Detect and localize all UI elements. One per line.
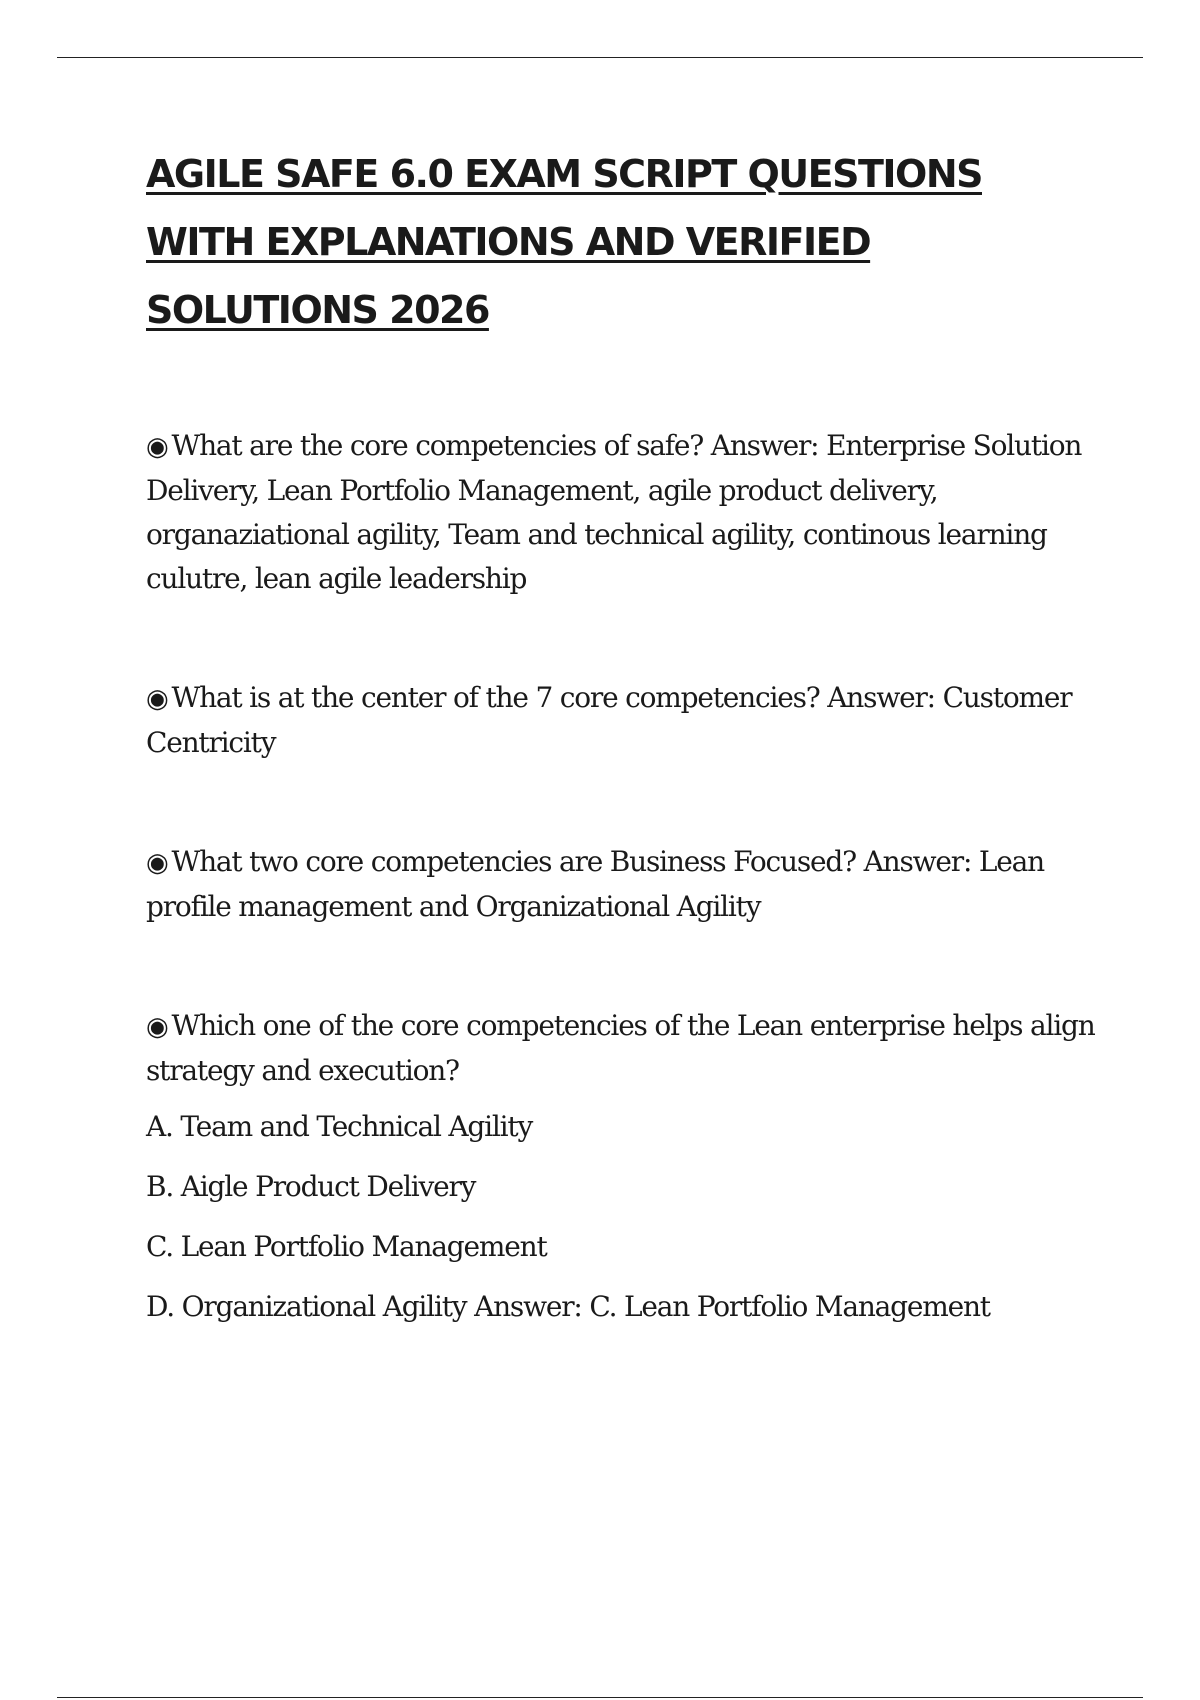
title-line-2: WITH EXPLANATIONS AND VERIFIED (146, 220, 871, 264)
question-4 (146, 1004, 1096, 1329)
question-2 (146, 676, 1096, 765)
bullet-icon: ◉ (146, 432, 168, 462)
bullet-icon: ◉ (146, 1012, 168, 1042)
bottom-divider (57, 1697, 1143, 1698)
question-1 (146, 424, 1096, 601)
answer-options (146, 1105, 1096, 1329)
question-4-text: Which one of the core competencies of the Lean enterprise helps align strategy and execution? (146, 1009, 1095, 1087)
option-a: A. Team and Technical Agility (146, 1110, 533, 1143)
question-2-text: What is at the center of the 7 core competencies? Answer: Customer Centricity (146, 681, 1072, 759)
question-3 (146, 840, 1096, 929)
bullet-icon: ◉ (146, 684, 168, 714)
option-c: C. Lean Portfolio Management (146, 1230, 547, 1263)
option-d: D. Organizational Agility Answer: C. Lean Portfolio Management (146, 1290, 990, 1323)
document-title (146, 140, 1106, 344)
question-1-text: What are the core competencies of safe? Answer: Enterprise Solution Delivery, Lean Portfolio Management, agile product delivery, organaziational agility, Team and technical agility, continous learning culutre, lean agile leadership (146, 429, 1082, 595)
title-line-3: SOLUTIONS 2026 (146, 288, 489, 332)
top-divider (57, 57, 1143, 58)
question-3-text: What two core competencies are Business Focused? Answer: Lean profile management and Organizational Agility (146, 845, 1044, 923)
title-line-1: AGILE SAFE 6.0 EXAM SCRIPT QUESTIONS (146, 152, 982, 196)
option-b: B. Aigle Product Delivery (146, 1170, 476, 1203)
question-list (146, 424, 1096, 1345)
bullet-icon: ◉ (146, 848, 168, 878)
